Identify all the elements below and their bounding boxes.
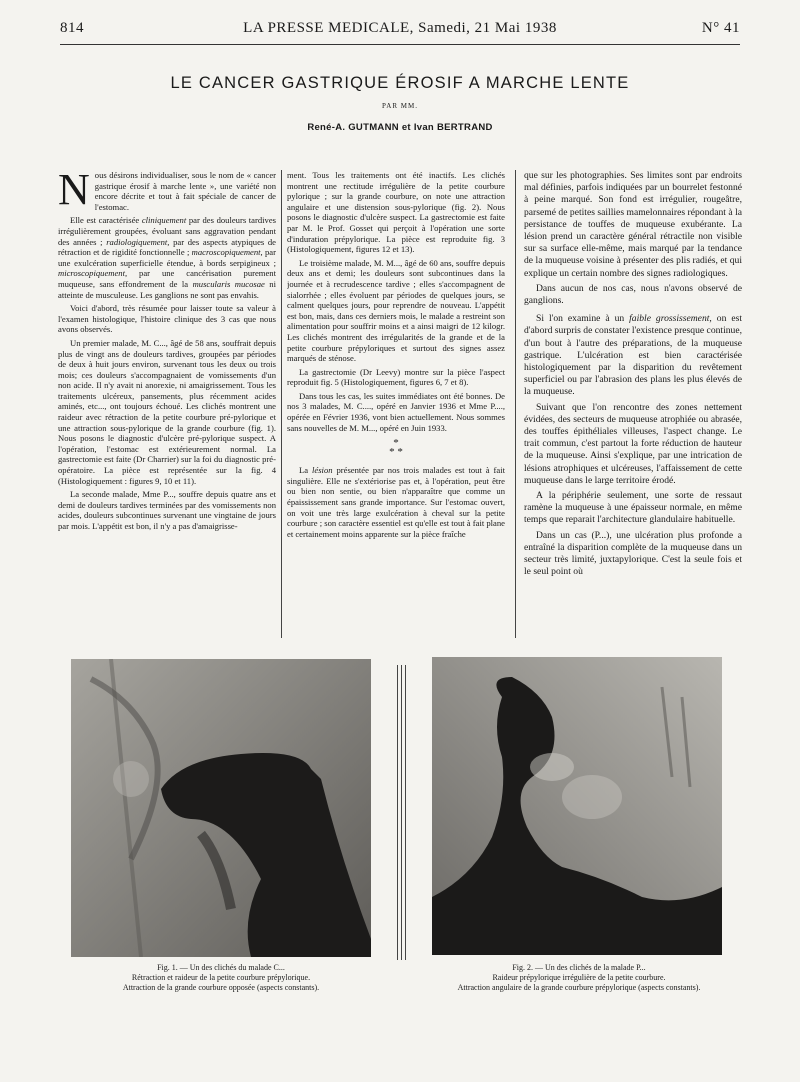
journal-title: LA PRESSE MEDICALE, Samedi, 21 Mai 1938 xyxy=(243,20,557,36)
paragraph: La lésion présentée par nos trois malades est tout à fait singulière. Elle ne s'extériorise pas et, à l'opération, peut être ou bien non sentie, ou bien n'apparaître que comme un épaississement sans grande importance. Sur l'estomac ouvert, on voit une très large exulcération à cheval sur la petite courbure ; son caractère essentiel est qu'elle est tout à fait plane et certainement moins apparente sur la pièce fraîche xyxy=(287,465,505,539)
byline-prefix: PAR MM. xyxy=(382,102,418,110)
column-divider xyxy=(515,170,516,638)
page-number: 814 xyxy=(60,20,84,36)
paragraph: que sur les photographies. Ses limites sont par endroits mal définies, parfois indiquées par un bourrelet festonné à peine marqué. Son fond est irrégulier, rougeâtre, parsemé de petites saillies mamelonnaires répondant à la persistance de touffes de muqueuse exubérante. La lésion prend un caractère général rétractile non visible sur sa surface elle-même, mais marqué par la tendance de la muqueuse voisine à présenter des plis radiés, et qui explique un certain nombre des signes radiologiques. xyxy=(524,170,742,279)
paragraph: Nous désirons individualiser, sous le nom de « cancer gastrique érosif à marche lente », une variété non encore décrite et tout à fait spéciale de cancer de l'estomac. xyxy=(58,170,276,214)
paragraph: A la périphérie seulement, une sorte de ressaut ramène la muqueuse à une épaisseur normale, en même temps que reparait l'architecture glandulaire habituelle. xyxy=(524,490,742,526)
radiograph-image-2 xyxy=(432,657,722,955)
figure-divider xyxy=(405,665,406,960)
paragraph: Dans tous les cas, les suites immédiates ont été bonnes. De nos 3 malades, M. C...., opéré en Janvier 1936 et Mme P...., opérée en Février 1936, vont bien actuellement. Nous sommes sans nouvelles de M. M..., opéré en Juin 1933. xyxy=(287,390,505,433)
section-separator: * * * xyxy=(389,437,403,459)
paragraph: Le troisième malade, M. M..., âgé de 60 ans, souffre depuis deux ans et demi; les douleurs sont subcontinues dans la journée et à recrudescence tardive ; elles s'accompagnent de sialorrhée ; elles évoluent par périodes de quelques jours, se calment quelques jours, pour reprendre de nouveau. L'appétit est bon, mais, dans ces derniers mois, le malade a restreint son alimentation pour souffrir moins et a ainsi maigri de 12 kilogr. Les clichés montrent des irrégularités de la grande et de la petite courbure prépyloriques et surtout des signes assez marqués de sténose. xyxy=(287,257,505,364)
paragraph: Si l'on examine à un faible grossissement, on est d'abord surpris de constater l'existence presque continue, d'un bout à l'autre des préparations, de la muqueuse gastrique. L'ulcération est bien caractérisée histologiquement par la disparition du revêtement superficiel ou par l'abrasion des plans les plus élevés de la muqueuse. xyxy=(524,313,742,398)
text-column-3 xyxy=(524,170,742,640)
running-header xyxy=(60,20,740,40)
paragraph: La seconde malade, Mme P..., souffre depuis quatre ans et demi de douleurs tardives terminées par des vomissements non acides, douleurs subcontinues survenant une vingtaine de jours par mois. L'appétit est bon, il n'y a pas d'amaigrisse- xyxy=(58,489,276,531)
paragraph: La gastrectomie (Dr Leevy) montre sur la pièce l'aspect reproduit fig. 5 (Histologiquement, figures 6, 7 et 8). xyxy=(287,366,505,388)
figure-1-caption: Fig. 1. — Un des clichés du malade C... Rétraction et raideur de la petite courbure prépylorique. Attraction de la grande courbure opposée (aspects constants). xyxy=(122,963,320,992)
text-column-2 xyxy=(287,170,505,640)
radiograph-image-1 xyxy=(71,659,371,957)
paragraph: Elle est caractérisée cliniquement par des douleurs tardives irrégulièrement groupées, évoluant sans aggravation pendant des années ; radiologiquement, par des aspects atypiques de rétraction et de rigidité fonctionnelle ; macroscopiquement, par une exulcération superficielle étendue, à bords serpigineux ; microscopiquement, par une cancérisation purement muqueuse, sans effondrement de la muscularis mucosae ni atteinte de musculeuse. Les ganglions ne sont pas envahis. xyxy=(58,215,276,300)
drop-cap: N xyxy=(58,170,90,214)
paragraph: Dans un cas (P...), une ulcération plus profonde a entraîné la disparition complète de la muqueuse dans un secteur très limité, juxtapylorique. C'est la seule fois et le seul point où xyxy=(524,529,742,578)
paragraph: Voici d'abord, très résumée pour laisser toute sa valeur à l'examen histologique, l'histoire clinique des 3 cas que nous avons observés. xyxy=(58,303,276,335)
paragraph: ment. Tous les traitements ont été inactifs. Les clichés montrent une rectitude irrégulière de la petite courbure pylorique ; sur la grande courbure, on note une attraction angulaire et une distension sous-pylorique (fig. 2). Nous posons le diagnostic d'ulcère suspect. La gastrectomie est faite par M. le Prof. Gosset qui perçoit à l'opération une sorte d'induration prépylorique. La pièce est reproduite fig. 3 (Histologiquement, figures 12 et 13). xyxy=(287,170,505,255)
article-title: LE CANCER GASTRIQUE ÉROSIF A MARCHE LENTE xyxy=(170,74,630,92)
column-divider xyxy=(281,170,282,638)
paragraph: Un premier malade, M. C..., âgé de 58 ans, souffrait depuis plus de vingt ans de douleurs tardives, groupées par périodes de deux à huit jours environ, survenant tous les deux ou trois mois; ces douleurs s'accompagnaient de vomissements d'un non acide. Il n'y avait ni anorexie, ni amaigrissement. Tous les traitements ulcéreux, pansements, plus récemment acides aminés, etc..., ont toujours échoué. Les clichés montrent une raideur avec rétraction de la petite courbure pré-pylorique et une attraction sous-pylorique de la grande courbure (fig. 1). Nous posons le diagnostic d'ulcère pré-pylorique suspect. A l'opération, l'estomac est extérieurement normal. La gastrectomie est faite (Dr Charrier) sur la foi du diagnostic pré-opératoire. La pièce est représentée sur la fig. 4 (Histologiquement : figures 9, 10 et 11). xyxy=(58,337,276,486)
figure-2-radiograph xyxy=(432,657,722,955)
text-column-1 xyxy=(58,170,276,640)
header-rule xyxy=(60,44,740,45)
figure-divider xyxy=(401,665,402,960)
issue-number: N° 41 xyxy=(701,20,740,36)
paragraph: Suivant que l'on rencontre des zones nettement évidées, des secteurs de muqueuse atrophiée ou abrasée, des touffes épithéliales villeuses, l'aspect change. Le trait commun, c'est partout la forte réduction de hauteur de la muqueuse. Ainsi s'explique, par une intrication de lésions atrophiques et ulcéreuses, l'affaissement de cette muqueuse dans le large territoire érodé. xyxy=(524,401,742,486)
figure-divider xyxy=(397,665,398,960)
article-authors: René-A. GUTMANN et Ivan BERTRAND xyxy=(307,122,493,133)
paragraph: Dans aucun de nos cas, nous n'avons observé de ganglions. xyxy=(524,282,742,307)
figure-2-caption: Fig. 2. — Un des clichés de la malade P... Raideur prépylorique irrégulière de la petite courbure. Attraction angulaire de la grande courbure prépylorique (aspects constants). xyxy=(457,963,701,992)
figure-1-radiograph xyxy=(71,659,371,957)
